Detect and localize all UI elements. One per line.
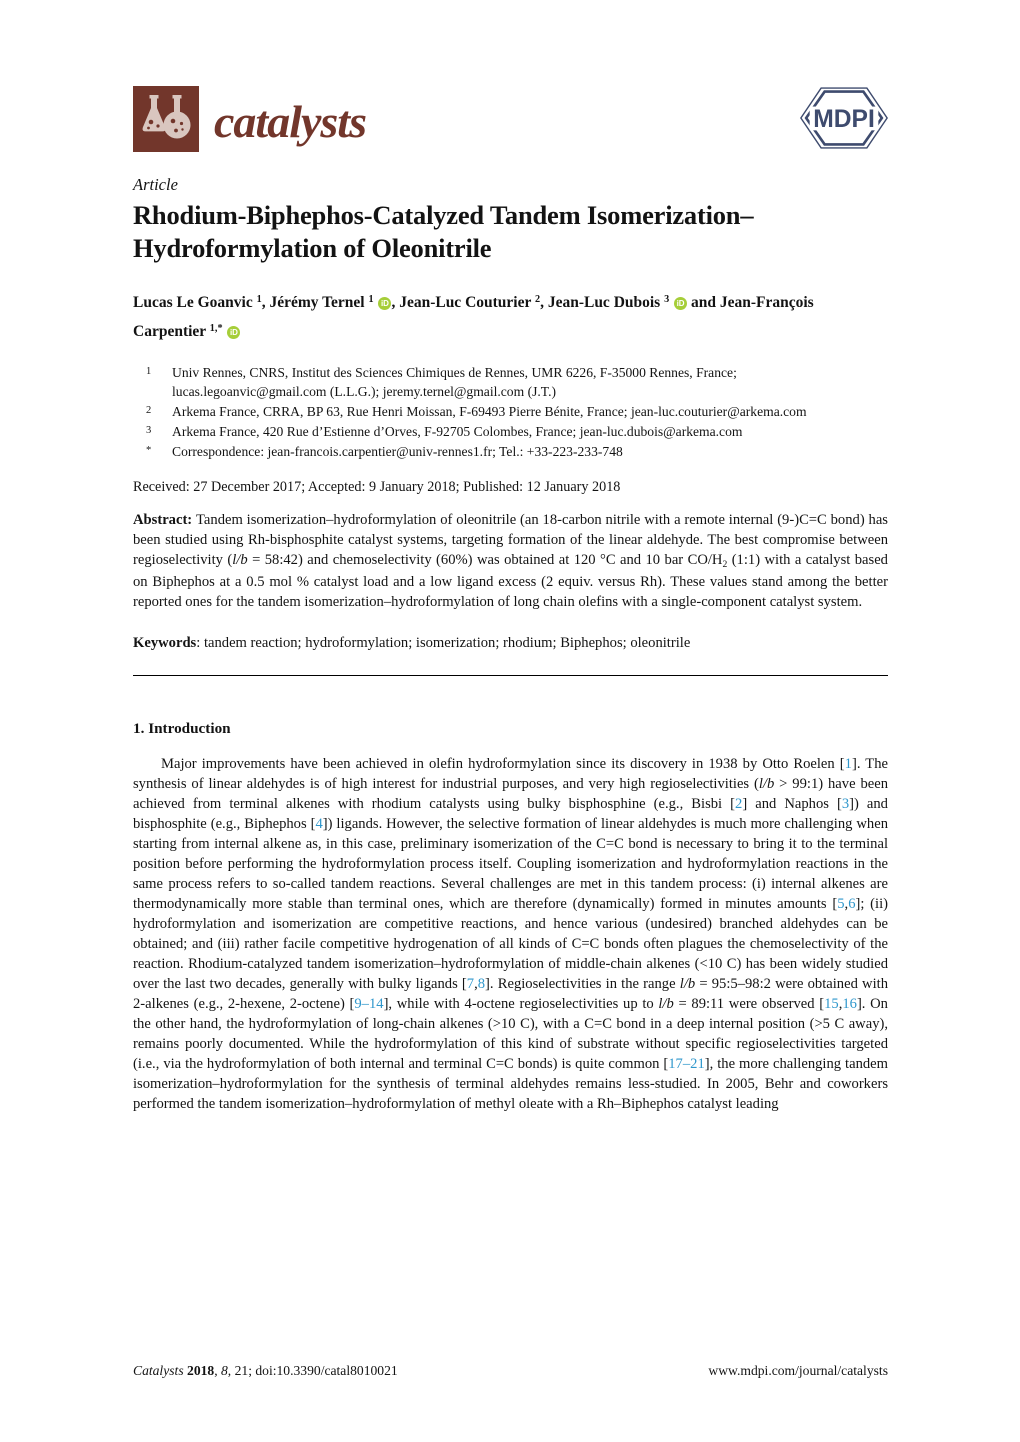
mdpi-logo-icon[interactable]: [800, 86, 888, 155]
footer-journal-url[interactable]: www.mdpi.com/journal/catalysts: [708, 1363, 888, 1378]
svg-text:MDPI: MDPI: [813, 105, 875, 133]
affiliation-row: [133, 442, 888, 462]
abstract-paragraph: Abstract: Tandem isomerization–hydroformylation of oleonitrile (an 18-carbon nitrile with a remote internal (9-)C=C bond) has been studied using Rh-bisphosphite catalyst systems, targeting formation of the linear aldehyde. The best compromise between regioselectivity (l/b = 58:42) and chemoselectivity (60%) was obtained at 120 °C and 10 bar CO/H2 (1:1) with a catalyst based on Biphephos at a 0.5 mol % catalyst load and a low ligand excess (2 equiv. versus Rh). These values stand among the better reported ones for the tandem isomerization–hydroformylation of long chain olefins with a single-component catalyst system.: [133, 512, 888, 611]
section-heading-introduction: 1. Introduction: [133, 720, 231, 738]
citation-ref[interactable]: 7: [466, 976, 475, 993]
affiliation-marker: *: [146, 444, 152, 456]
keywords-line: Keywords: tandem reaction; hydroformylation; isomerization; rhodium; Biphephos; oleonitrile: [133, 635, 691, 652]
footer-citation[interactable]: Catalysts 2018, 8, 21; doi:10.3390/catal8010021: [133, 1363, 398, 1378]
page-header: [133, 0, 888, 157]
citation-ref[interactable]: 8: [477, 976, 486, 993]
catalysts-flasks-icon: [133, 86, 199, 157]
affiliation-marker: 1: [146, 365, 152, 377]
citation-ref[interactable]: 5: [837, 896, 845, 913]
citation-ref[interactable]: 3: [841, 796, 850, 813]
affiliation-text: Correspondence: jean-francois.carpentier@univ-rennes1.fr; Tel.: +33-223-233-748: [172, 443, 623, 459]
affiliation-row: [133, 422, 888, 442]
citation-ref[interactable]: 4: [315, 816, 323, 833]
dates-line: Received: 27 December 2017; Accepted: 9 January 2018; Published: 12 January 2018: [133, 479, 621, 496]
citation-ref[interactable]: 16: [842, 996, 857, 1013]
page-title: Rhodium-Biphephos-Catalyzed Tandem Isomerization–Hydroformylation of Oleonitrile: [133, 200, 754, 263]
affiliation-row: [133, 402, 888, 422]
orcid-icon[interactable]: iD: [378, 297, 391, 310]
orcid-icon[interactable]: iD: [227, 326, 240, 339]
author-list: Lucas Le Goanvic $^1$, Jérémy Ternel $^1$ iD , Jean-Luc Couturier $^2$, Jean-Luc Dubois $^3$ iD and Jean-François Carpentier $^{1,*}$ iD: [133, 294, 814, 340]
affiliation-text: Univ Rennes, CNRS, Institut des Sciences Chimiques de Rennes, UMR 6226, F-35000 Rennes, France; lucas.legoanvic@gmail.com (L.L.G.); jeremy.ternel@gmail.com (J.T.): [172, 364, 737, 400]
citation-ref[interactable]: 2: [735, 796, 743, 813]
article-type-label: Article: [133, 175, 178, 194]
divider-rule: [133, 675, 888, 676]
orcid-icon[interactable]: iD: [674, 297, 687, 310]
affiliation-row: [133, 363, 888, 403]
journal-logo[interactable]: [133, 86, 366, 157]
affiliation-text: Arkema France, CRRA, BP 63, Rue Henri Moissan, F-69493 Pierre Bénite, France; jean-luc.couturier@arkema.com: [172, 404, 807, 420]
introduction-paragraph: Major improvements have been achieved in olefin hydroformylation since its discovery in 1938 by Otto Roelen [1]. The synthesis of linear aldehydes is of high interest for industrial purposes, and very high regioselectivities (l/b > 99:1) have been achieved from terminal alkenes with rhodium catalysts using bulky bisphosphine (e.g., Bisbi [2] and Naphos [3]) and bisphosphite (e.g., Biphephos [4]) ligands. However, the selective formation of linear aldehydes is much more challenging when starting from internal alkene as, in this case, preliminary isomerization of the C=C bond is necessary to bring it to the terminal position before performing the hydroformylation process itself. Coupling isomerization and hydroformylation reactions in the same process refers to so-called tandem reactions. Several challenges are met in this tandem process: (i) internal alkenes are thermodynamically more stable than terminal ones, which are therefore (dynamically) formed in minutes amounts [5,6]; (ii) hydroformylation and isomerization are competitive reactions, and hence various (undesired) branched aldehydes can be obtained; and (iii) rather facile competitive hydrogenation of all kinds of C=C bonds often plagues the chemoselectivity of the reaction. Rhodium-catalyzed tandem isomerization–hydroformylation of middle-chain alkenes (<10 C) has been widely studied over the last two decades, generally with bulky ligands [7,8]. Regioselectivities in the range l/b = 95:5–98:2 were obtained with 2-alkenes (e.g., 2-hexene, 2-octene) [9–14], while with 4-octene regioselectivities up to l/b = 89:11 were observed [15,16]. On the other hand, the hydroformylation of long-chain alkenes (>10 C), with a C=C bond in a deep internal position (>5 C away), remains poorly documented. While the hydroformylation of this kind of substrate without specific regioselectivities targeted (i.e., via the hydroformylation of both internal and terminal C=C bonds) is quite common [17–21], the more challenging tandem isomerization–hydroformylation for the synthesis of terminal aldehydes remains less-studied. In 2005, Behr and coworkers performed the tandem isomerization–hydroformylation of methyl oleate with a Rh–Biphephos catalyst leading: [133, 756, 889, 1113]
citation-ref[interactable]: 15: [824, 996, 839, 1013]
affiliation-marker: 3: [146, 424, 152, 436]
page-footer: [133, 1362, 888, 1380]
citation-ref[interactable]: 1: [844, 756, 852, 773]
citation-ref[interactable]: 9–14: [354, 996, 384, 1013]
affiliation-text: Arkema France, 420 Rue d’Estienne d’Orves, F-92705 Colombes, France; jean-luc.dubois@arkema.com: [172, 423, 743, 439]
affiliation-list: [133, 363, 888, 462]
affiliation-marker: 2: [146, 405, 152, 417]
citation-ref[interactable]: 17–21: [668, 1056, 705, 1073]
citation-ref[interactable]: 6: [848, 896, 856, 913]
journal-name: catalysts: [214, 95, 366, 147]
